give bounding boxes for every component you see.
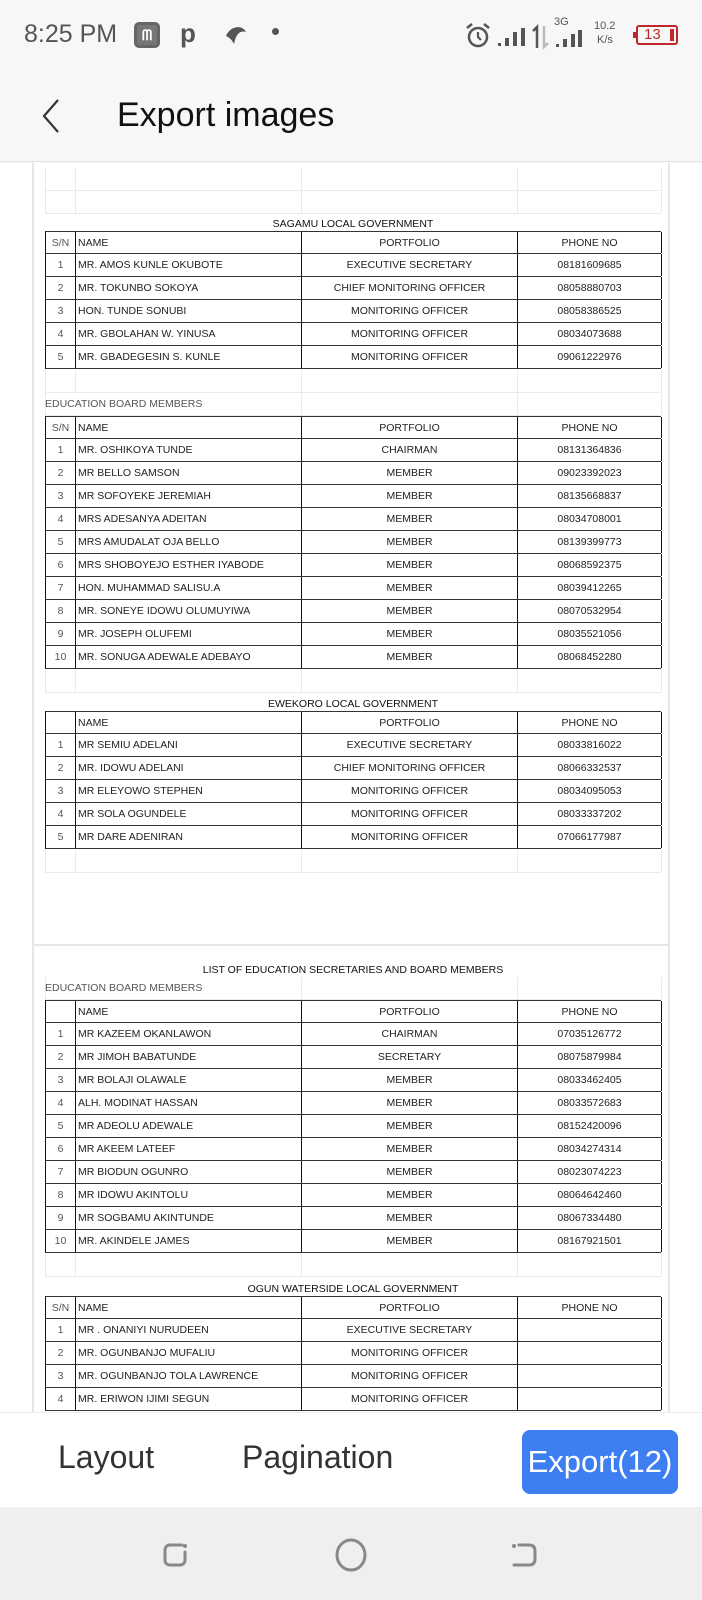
table-cell — [518, 1319, 662, 1341]
table-cell: MR. TOKUNBO SOKOYA — [76, 277, 302, 299]
battery-level: 13 — [644, 26, 661, 43]
table-cell: 10 — [46, 646, 76, 668]
table-cell: MEMBER — [302, 554, 518, 576]
table-cell: MEMBER — [302, 531, 518, 553]
table-cell: 08135668837 — [518, 485, 662, 507]
table-cell: 08033816022 — [518, 734, 662, 756]
table-cell — [46, 1001, 76, 1022]
table-cell: 5 — [46, 826, 76, 848]
table-cell: MEMBER — [302, 1069, 518, 1091]
status-time: 8:25 PM — [24, 20, 118, 48]
table-cell — [302, 850, 518, 872]
table-cell: PHONE NO — [518, 1297, 662, 1318]
table-cell: 10 — [46, 1230, 76, 1252]
table-cell: 08152420096 — [518, 1115, 662, 1137]
table-cell: PHONE NO — [518, 712, 662, 733]
board-label-row — [45, 977, 661, 1000]
table-cell — [302, 1254, 518, 1276]
table-cell — [76, 393, 302, 415]
table-row — [45, 600, 661, 623]
empty-row — [45, 168, 661, 191]
table-cell: 08070532954 — [518, 600, 662, 622]
table-cell: 08034095053 — [518, 780, 662, 802]
net-speed-value: 10.2 — [594, 20, 616, 32]
table-cell — [302, 393, 518, 415]
table-cell: MR BOLAJI OLAWALE — [76, 1069, 302, 1091]
preview-page-2 — [32, 944, 670, 1412]
table-row — [45, 577, 661, 600]
home-icon — [333, 1537, 369, 1573]
bottom-action-bar — [0, 1412, 702, 1507]
table-row — [45, 1092, 661, 1115]
table-cell: 3 — [46, 1365, 76, 1387]
status-icons — [442, 18, 702, 52]
table-cell: 1 — [46, 254, 76, 276]
table-cell: MR. GBADEGESIN S. KUNLE — [76, 346, 302, 368]
table-cell: MONITORING OFFICER — [302, 346, 518, 368]
table-cell: CHAIRMAN — [302, 439, 518, 461]
table-cell — [45, 977, 203, 999]
table-cell: 2 — [46, 1046, 76, 1068]
empty-row — [45, 370, 661, 393]
pagination-button[interactable]: Pagination — [242, 1439, 394, 1475]
table-cell: MR. IDOWU ADELANI — [76, 757, 302, 779]
table-cell — [46, 1254, 76, 1276]
table-cell: 09061222976 — [518, 346, 662, 368]
back-nav-button[interactable] — [507, 1537, 543, 1573]
table-row — [45, 1161, 661, 1184]
table-cell: EXECUTIVE SECRETARY — [302, 734, 518, 756]
table-cell: 4 — [46, 508, 76, 530]
table-cell: 7 — [46, 1161, 76, 1183]
table-cell: 8 — [46, 1184, 76, 1206]
table-cell: MR KAZEEM OKANLAWON — [76, 1023, 302, 1045]
preview-page-1 — [32, 163, 670, 1073]
document-title: LIST OF EDUCATION SECRETARIES AND BOARD MEMBERS — [202, 964, 504, 976]
table-row — [45, 1207, 661, 1230]
table-cell: MR. OSHIKOYA TUNDE — [76, 439, 302, 461]
table-row — [45, 1023, 661, 1046]
chevron-left-icon — [34, 94, 70, 138]
table-cell: 08033337202 — [518, 803, 662, 825]
table-cell — [46, 168, 76, 190]
table-cell: 5 — [46, 531, 76, 553]
table-cell: 08066332537 — [518, 757, 662, 779]
table-row — [45, 508, 661, 531]
table-cell: 08181609685 — [518, 254, 662, 276]
table-cell: 08034073688 — [518, 323, 662, 345]
data-transfer-icon — [532, 24, 550, 50]
table-cell: MONITORING OFFICER — [302, 323, 518, 345]
sagamu-caption: SAGAMU LOCAL GOVERNMENT — [272, 218, 434, 230]
table-row — [45, 1069, 661, 1092]
table-cell: 4 — [46, 1388, 76, 1410]
table-cell: MONITORING OFFICER — [302, 1388, 518, 1410]
table-cell: HON. MUHAMMAD SALISU.A — [76, 577, 302, 599]
table-cell — [518, 168, 662, 190]
table-cell: MEMBER — [302, 1115, 518, 1137]
home-button[interactable] — [333, 1537, 369, 1573]
table-cell: 2 — [46, 1342, 76, 1364]
table-cell — [518, 1365, 662, 1387]
table-cell: NAME — [76, 1001, 302, 1022]
table-row — [45, 646, 661, 669]
table-row — [45, 1365, 661, 1388]
table-cell: 08067334480 — [518, 1207, 662, 1229]
table-row — [45, 1138, 661, 1161]
table-row — [45, 554, 661, 577]
table-cell — [302, 977, 518, 999]
table-row — [45, 1115, 661, 1138]
table-cell: 3 — [46, 300, 76, 322]
table-cell: 6 — [46, 554, 76, 576]
export-preview[interactable] — [0, 163, 702, 1412]
table-cell: MEMBER — [302, 646, 518, 668]
table-row — [45, 346, 661, 369]
table-cell: 9 — [46, 623, 76, 645]
table-row — [45, 439, 661, 462]
header-portfolio: PORTFOLIO — [302, 232, 518, 253]
table-row — [45, 757, 661, 780]
table-cell: 1 — [46, 734, 76, 756]
table-cell: MR DARE ADENIRAN — [76, 826, 302, 848]
table-cell — [518, 370, 662, 392]
table-cell: MONITORING OFFICER — [302, 300, 518, 322]
table-cell: MR SOGBAMU AKINTUNDE — [76, 1207, 302, 1229]
table-row — [45, 623, 661, 646]
network-type: 3G — [554, 16, 569, 28]
table-row — [45, 277, 661, 300]
table-cell: 07066177987 — [518, 826, 662, 848]
table-cell: MONITORING OFFICER — [302, 1342, 518, 1364]
recents-button[interactable] — [158, 1537, 194, 1573]
table-cell: MR. SONEYE IDOWU OLUMUYIWA — [76, 600, 302, 622]
table-cell — [76, 191, 302, 213]
table-cell: MR. AMOS KUNLE OKUBOTE — [76, 254, 302, 276]
table-cell: NAME — [76, 712, 302, 733]
p-app-notification-icon: p — [180, 18, 196, 48]
table-cell: MEMBER — [302, 577, 518, 599]
table-cell: 2 — [46, 462, 76, 484]
table-cell: NAME — [76, 417, 302, 438]
table-cell — [76, 168, 302, 190]
system-nav-bar — [0, 1507, 702, 1600]
app-bar — [0, 70, 702, 162]
table-header-row — [45, 711, 661, 734]
table-cell: MR . ONANIYI NURUDEEN — [76, 1319, 302, 1341]
table-cell: 08064642460 — [518, 1184, 662, 1206]
table-cell: 08035521056 — [518, 623, 662, 645]
table-row — [45, 1342, 661, 1365]
table-cell: 5 — [46, 1115, 76, 1137]
net-speed-unit: K/s — [597, 34, 613, 46]
table-cell: 1 — [46, 1319, 76, 1341]
table-cell — [76, 370, 302, 392]
table-cell: 08039412265 — [518, 577, 662, 599]
layout-button[interactable]: Layout — [58, 1439, 155, 1475]
table-cell: PORTFOLIO — [302, 1297, 518, 1318]
table-cell: 08023074223 — [518, 1161, 662, 1183]
table-cell: MONITORING OFFICER — [302, 780, 518, 802]
table-cell: MR SEMIU ADELANI — [76, 734, 302, 756]
table-cell: MRS AMUDALAT OJA BELLO — [76, 531, 302, 553]
table-cell: EXECUTIVE SECRETARY — [302, 1319, 518, 1341]
table-cell: 2 — [46, 277, 76, 299]
board-label-row — [45, 393, 661, 416]
table-cell: 4 — [46, 1092, 76, 1114]
table-cell: MR. GBOLAHAN W. YINUSA — [76, 323, 302, 345]
table-cell: MEMBER — [302, 623, 518, 645]
header-name: NAME — [76, 232, 302, 253]
bird-app-notification-icon — [222, 22, 248, 48]
table-cell: MR. OGUNBANJO TOLA LAWRENCE — [76, 1365, 302, 1387]
table-cell: CHAIRMAN — [302, 1023, 518, 1045]
table-cell: MEMBER — [302, 1161, 518, 1183]
table-cell — [302, 370, 518, 392]
table-row — [45, 531, 661, 554]
empty-row — [45, 850, 661, 873]
battery-icon — [636, 25, 678, 45]
header-phone: PHONE NO — [518, 232, 662, 253]
table-cell — [518, 1342, 662, 1364]
table-header-row — [45, 231, 661, 254]
table-header-row — [45, 416, 661, 439]
signal-2-icon — [554, 30, 582, 48]
table-cell: 1 — [46, 1023, 76, 1045]
table-row — [45, 734, 661, 757]
table-cell — [302, 191, 518, 213]
alarm-icon — [464, 22, 492, 50]
empty-row — [45, 1254, 661, 1277]
table-cell: CHIEF MONITORING OFFICER — [302, 277, 518, 299]
table-cell — [76, 850, 302, 872]
table-cell: MEMBER — [302, 485, 518, 507]
table-cell: 8 — [46, 600, 76, 622]
table-cell: 08167921501 — [518, 1230, 662, 1252]
table-cell — [302, 168, 518, 190]
table-cell: NAME — [76, 1297, 302, 1318]
table-cell: 08033462405 — [518, 1069, 662, 1091]
table-cell — [76, 1254, 302, 1276]
table-cell — [518, 977, 662, 999]
back-icon — [507, 1537, 543, 1573]
table-row — [45, 1184, 661, 1207]
table-cell: MEMBER — [302, 1184, 518, 1206]
table-row — [45, 1230, 661, 1253]
table-cell: MRS SHOBOYEJO ESTHER IYABODE — [76, 554, 302, 576]
table-cell: SECRETARY — [302, 1046, 518, 1068]
recents-icon — [158, 1537, 194, 1573]
table-cell: EXECUTIVE SECRETARY — [302, 254, 518, 276]
table-cell: 4 — [46, 323, 76, 345]
table-cell: MR. ERIWON IJIMI SEGUN — [76, 1388, 302, 1410]
table-cell: MR BIODUN OGUNRO — [76, 1161, 302, 1183]
table-cell: PORTFOLIO — [302, 712, 518, 733]
table-header-row — [45, 1296, 661, 1319]
table-cell — [518, 393, 662, 415]
table-cell — [46, 712, 76, 733]
header-sn: S/N — [46, 232, 76, 253]
table-cell: 08058880703 — [518, 277, 662, 299]
table-row — [45, 1388, 661, 1411]
table-cell: MEMBER — [302, 1207, 518, 1229]
table-cell: MR. SONUGA ADEWALE ADEBAYO — [76, 646, 302, 668]
table-cell: 08075879984 — [518, 1046, 662, 1068]
table-cell: 09023392023 — [518, 462, 662, 484]
table-row — [45, 1046, 661, 1069]
export-button[interactable]: Export(12) — [522, 1430, 678, 1494]
table-cell — [46, 850, 76, 872]
table-cell: HON. TUNDE SONUBI — [76, 300, 302, 322]
table-cell: 1 — [46, 439, 76, 461]
table-row — [45, 1319, 661, 1342]
table-cell: MR ELEYOWO STEPHEN — [76, 780, 302, 802]
table-cell: MONITORING OFFICER — [302, 1365, 518, 1387]
table-cell: 08068592375 — [518, 554, 662, 576]
table-cell: MEMBER — [302, 1092, 518, 1114]
table-cell: 4 — [46, 803, 76, 825]
table-cell — [45, 393, 203, 415]
table-cell: MR. JOSEPH OLUFEMI — [76, 623, 302, 645]
board-label: EDUCATION BOARD MEMBERS — [45, 982, 203, 994]
table-cell: MEMBER — [302, 508, 518, 530]
empty-row — [45, 191, 661, 214]
status-bar — [0, 0, 702, 70]
table-cell: MONITORING OFFICER — [302, 826, 518, 848]
table-cell: MR IDOWU AKINTOLU — [76, 1184, 302, 1206]
table-cell: S/N — [46, 1297, 76, 1318]
table-cell — [46, 370, 76, 392]
table-cell: 07035126772 — [518, 1023, 662, 1045]
table-cell: MR ADEOLU ADEWALE — [76, 1115, 302, 1137]
table-cell: PHONE NO — [518, 1001, 662, 1022]
table-cell: PORTFOLIO — [302, 417, 518, 438]
table-cell: ALH. MODINAT HASSAN — [76, 1092, 302, 1114]
table-cell: 9 — [46, 1207, 76, 1229]
table-cell: 2 — [46, 757, 76, 779]
table-cell — [518, 1254, 662, 1276]
table-cell: MR JIMOH BABATUNDE — [76, 1046, 302, 1068]
table-cell — [46, 191, 76, 213]
table-cell: S/N — [46, 417, 76, 438]
table-row — [45, 300, 661, 323]
table-row — [45, 254, 661, 277]
table-header-row — [45, 1000, 661, 1023]
table-cell: MR. OGUNBANJO MUFALIU — [76, 1342, 302, 1364]
table-row — [45, 462, 661, 485]
ewekoro-caption: EWEKORO LOCAL GOVERNMENT — [268, 698, 438, 710]
ogun-waterside-caption: OGUN WATERSIDE LOCAL GOVERNMENT — [247, 1283, 459, 1295]
table-cell: 6 — [46, 1138, 76, 1160]
table-cell: 3 — [46, 485, 76, 507]
table-cell — [76, 977, 302, 999]
table-cell: MONITORING OFFICER — [302, 803, 518, 825]
table-cell: 5 — [46, 346, 76, 368]
table-cell: 08068452280 — [518, 646, 662, 668]
table-row — [45, 323, 661, 346]
table-cell: MR AKEEM LATEEF — [76, 1138, 302, 1160]
table-cell — [518, 191, 662, 213]
table-cell — [46, 670, 76, 692]
table-cell: 08033572683 — [518, 1092, 662, 1114]
table-cell: 08139399773 — [518, 531, 662, 553]
table-cell: 3 — [46, 1069, 76, 1091]
table-cell: 3 — [46, 780, 76, 802]
more-notifications-dot-icon — [272, 28, 279, 35]
table-cell: 7 — [46, 577, 76, 599]
back-button[interactable] — [34, 94, 70, 138]
signal-1-icon — [496, 26, 526, 48]
page-title: Export images — [117, 96, 335, 134]
table-cell: MEMBER — [302, 1230, 518, 1252]
table-cell: MR SOLA OGUNDELE — [76, 803, 302, 825]
table-cell: 08034274314 — [518, 1138, 662, 1160]
table-cell: 08058386525 — [518, 300, 662, 322]
table-cell: PORTFOLIO — [302, 1001, 518, 1022]
table-cell — [518, 1388, 662, 1410]
table-cell — [302, 670, 518, 692]
table-row — [45, 803, 661, 826]
app-notification-icon: ᗰ — [134, 22, 160, 48]
table-cell: MEMBER — [302, 600, 518, 622]
table-cell: 08034708001 — [518, 508, 662, 530]
table-cell — [518, 670, 662, 692]
table-cell — [518, 850, 662, 872]
table-cell: MEMBER — [302, 1138, 518, 1160]
table-row — [45, 826, 661, 849]
table-cell: MR BELLO SAMSON — [76, 462, 302, 484]
table-cell: MRS ADESANYA ADEITAN — [76, 508, 302, 530]
table-cell: PHONE NO — [518, 417, 662, 438]
table-row — [45, 780, 661, 803]
table-cell — [76, 670, 302, 692]
table-cell: 08131364836 — [518, 439, 662, 461]
table-cell: MR SOFOYEKE JEREMIAH — [76, 485, 302, 507]
table-cell: MR. AKINDELE JAMES — [76, 1230, 302, 1252]
board-label: EDUCATION BOARD MEMBERS — [45, 398, 203, 410]
empty-row — [45, 670, 661, 693]
table-cell: MEMBER — [302, 462, 518, 484]
table-cell: CHIEF MONITORING OFFICER — [302, 757, 518, 779]
table-row — [45, 485, 661, 508]
